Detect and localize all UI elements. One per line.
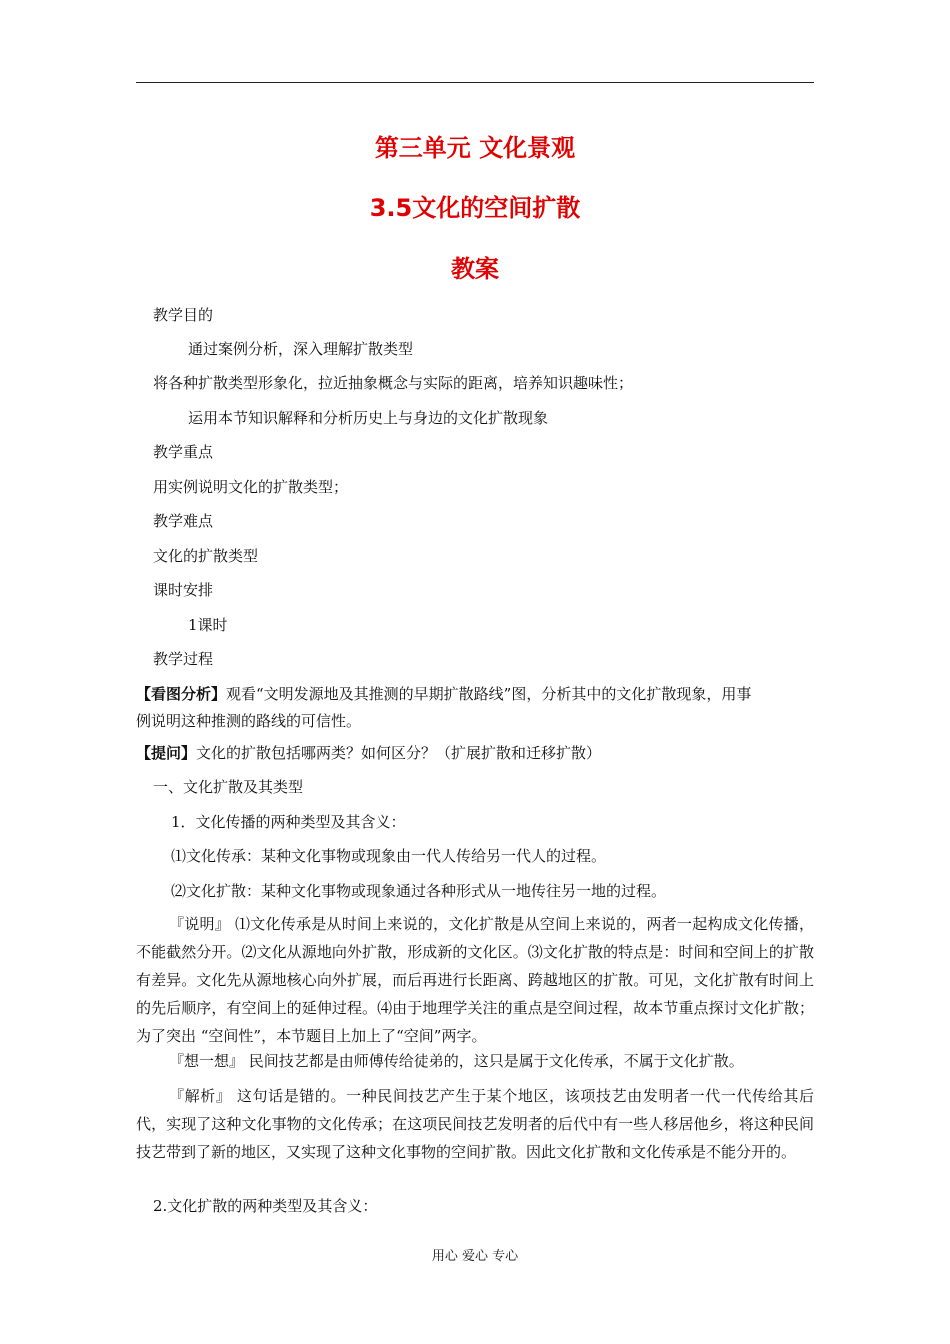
goal-item-3: 运用本节知识解释和分析历史上与身边的文化扩散现象 xyxy=(188,409,549,427)
key-item-1: 用实例说明文化的扩散类型； xyxy=(153,478,349,496)
definition-2: ⑵文化扩散：某种文化事物或现象通过各种形式从一地传往另一地的过程。 xyxy=(171,882,667,900)
analysis-paragraph: 『解析』 这句话是错的。一种民间技艺产生于某个地区，该项技艺由发明者一代一代传给其后代，实现了这种文化事物的文化传承；在这项民间技艺发明者的后代中有一些人移居他乡，将这种民间技艺带到了新的地区，又实现了这种文化事物的空间扩散。因此文化扩散和文化传承是不能分开的。 xyxy=(136,1087,814,1161)
look-analysis-line-1 xyxy=(136,684,751,704)
header-rule xyxy=(136,82,814,83)
definition-1: ⑴文化传承：某种文化事物或现象由一代人传给另一代人的过程。 xyxy=(171,847,607,865)
process-heading: 教学过程 xyxy=(153,650,214,668)
subheading-2: 2.文化扩散的两种类型及其含义： xyxy=(153,1197,378,1215)
subheading-1: 1．文化传播的两种类型及其含义： xyxy=(171,813,406,831)
question-line xyxy=(136,743,601,763)
schedule-item-1: 1课时 xyxy=(188,616,228,634)
look-analysis-tag: 【看图分析】 xyxy=(136,685,227,703)
goal-heading: 教学目的 xyxy=(153,306,214,324)
goal-item-1: 通过案例分析，深入理解扩散类型 xyxy=(188,340,414,358)
explanation-paragraph: 『说明』 ⑴文化传承是从时间上来说的，文化扩散是从空间上来说的，两者一起构成文化传播，不能截然分开。⑵文化从源地向外扩散，形成新的文化区。⑶文化扩散的特点是：时间和空间上的扩散有差异。文化先从源地核心向外扩展，而后再进行长距离、跨越地区的扩散。可见，文化扩散有时间上的先后顺序，有空间上的延伸过程。⑷由于地理学关注的重点是空间过程，故本节重点探讨文化扩散；为了突出 “空间性”，本节题目上加上了“空间”两字。 xyxy=(136,915,814,1045)
question-tag: 【提问】 xyxy=(136,744,197,762)
look-analysis-line-2: 例说明这种推测的路线的可信性。 xyxy=(136,712,362,730)
goal-item-2: 将各种扩散类型形象化，拉近抽象概念与实际的距离，培养知识趣味性； xyxy=(153,374,634,392)
think-paragraph: 『想一想』 民间技艺都是由师傅传给徒弟的，这只是属于文化传承，不属于文化扩散。 xyxy=(169,1052,744,1070)
key-heading: 教学重点 xyxy=(153,443,214,461)
doc-kind-title: 教案 xyxy=(451,255,499,283)
section-title: 3.5文化的空间扩散 xyxy=(369,194,581,222)
page-footer: 用心 爱心 专心 xyxy=(431,1249,519,1264)
question-text: 文化的扩散包括哪两类？如何区分？（扩展扩散和迁移扩散） xyxy=(196,744,602,762)
look-analysis-text: 观看“文明发源地及其推测的早期扩散路线”图，分析其中的文化扩散现象，用事 xyxy=(226,685,752,703)
section-heading-1: 一、文化扩散及其类型 xyxy=(153,778,304,796)
schedule-heading: 课时安排 xyxy=(153,581,214,599)
unit-title: 第三单元 文化景观 xyxy=(374,134,576,162)
difficulty-item-1: 文化的扩散类型 xyxy=(153,547,259,565)
difficulty-heading: 教学难点 xyxy=(153,512,214,530)
